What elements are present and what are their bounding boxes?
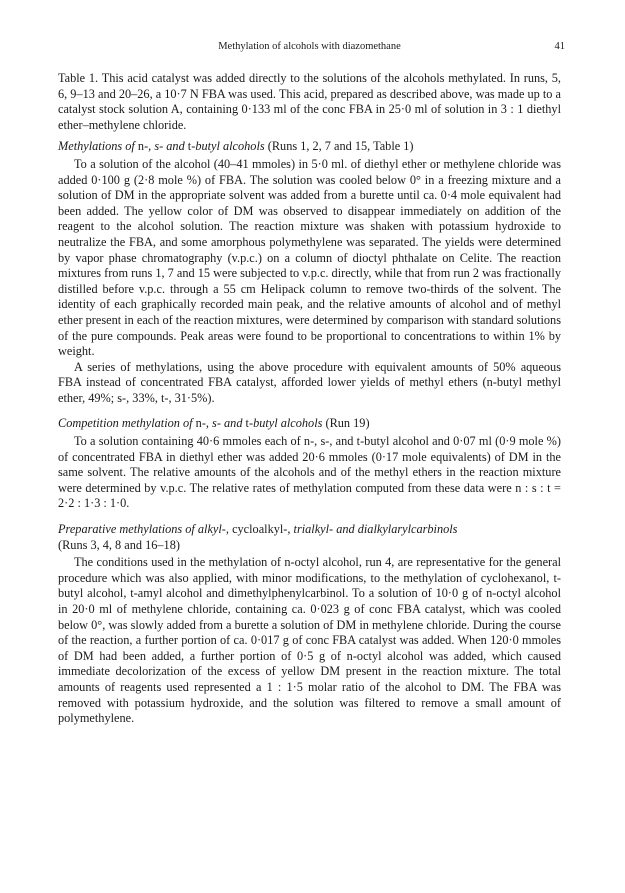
running-title: Methylation of alcohols with diazomethane — [218, 41, 401, 52]
section-heading-2: Competition methylation of n-, s- and t-butyl alcohols (Run 19) — [58, 416, 370, 431]
section-heading-3: Preparative methylations of alkyl-, cycloalkyl-, trialkyl- and dialkylarylcarbinols (Runs 3, 4, 8 and 16–18) — [58, 522, 458, 552]
section1-paragraph-1: To a solution of the alcohol (40–41 mmoles) in 5·0 ml. of diethyl ether or methylene chloride was added 0·100 g (2·8 mole %) of FBA. The solution was cooled below 0° in a freezing mixture and a solution of DM in the appropriate solvent was added from a burette until ca. 0·4 mole equivalent had been added. The yellow color of DM was observed to disappear immediately on addition of the reagent to the alcohol solution. The reaction mixture was shaken with potassium hydroxide to neutralize the FBA, and some amorphous polymethylene was separated. The yields were determined by vapor phase chromatography (v.p.c.) on a column of dioctyl phthalate on Celite. The reaction mixtures from runs 1, 7 and 15 were subjected to v.p.c. directly, while that from run 2 was fractionally distilled before v.p.c. through a 55 cm Helipack column to remove two-thirds of the solvent. The identity of each graphically recorded main peak, and the relative amounts of alcohol and of methyl ether present in each of the reaction mixtures, were determined by comparison with standard solutions of the pure compounds. Peak areas were found to be proportional to concentrations to within 1% by weight. — [58, 156, 561, 359]
document-page — [58, 41, 565, 727]
intro-paragraph: Table 1. This acid catalyst was added directly to the solutions of the alcohols methylated. In runs, 5, 6, 9–13 and 20–26, a 10·7 N FBA was used. This acid, prepared as described above, was made up to a catalyst stock solution A, containing 0·133 ml of the conc FBA in 25·0 ml of solution in 3 : 1 diethyl ether–methylene chloride. — [58, 71, 561, 132]
section-heading-1: Methylations of n-, s- and t-butyl alcohols (Runs 1, 2, 7 and 15, Table 1) — [58, 139, 414, 154]
section2-paragraph-1: To a solution containing 40·6 mmoles each of n-, s-, and t-butyl alcohol and 0·07 ml (0·9 mole %) of concentrated FBA in diethyl ether was added 20·6 mmoles (0·17 mole equivalents) of DM in the same solvent. The relative amounts of the alcohols and of the methyl ethers in the reaction mixture were determined by v.p.c. The relative rates of methylation computed from these data were n : s : t = 2·2 : 1·3 : 1·0. — [58, 434, 561, 511]
section1-paragraph-2: A series of methylations, using the above procedure with equivalent amounts of 50% aqueous FBA instead of concentrated FBA catalyst, afforded lower yields of methyl ethers (n-butyl methyl ether, 49%; s-, 33%, t-, 31·5%). — [58, 359, 561, 405]
section3-paragraph-1: The conditions used in the methylation of n-octyl alcohol, run 4, are representative for the general procedure which was also applied, with minor modifications, to the methylation of cyclohexanol, t-butyl alcohol, t-amyl alcohol and dimethylphenylcarbinol. To a solution of 10·0 g of n-octyl alcohol in 20·0 ml of methylene chloride, containing ca. 0·023 g of conc FBA catalyst, which was cooled below 0°, was slowly added from a burette a solution of DM in methylene chloride. During the course of the reaction, a further portion of ca. 0·017 g of conc FBA catalyst was added. When 120·0 mmoles of DM had been added, a further portion of 0·5 g of n-octyl alcohol was added, which caused immediate decolorization of the excess of yellow DM present in the reaction mixture. The total amounts of reagents used represented a 1 : 1·5 molar ratio of the alcohol to DM. The FBA was removed with potassium hydroxide, and the solution was filtered to remove a small amount of polymethylene. — [58, 555, 561, 726]
running-head — [58, 41, 565, 57]
page-number: 41 — [554, 41, 565, 52]
